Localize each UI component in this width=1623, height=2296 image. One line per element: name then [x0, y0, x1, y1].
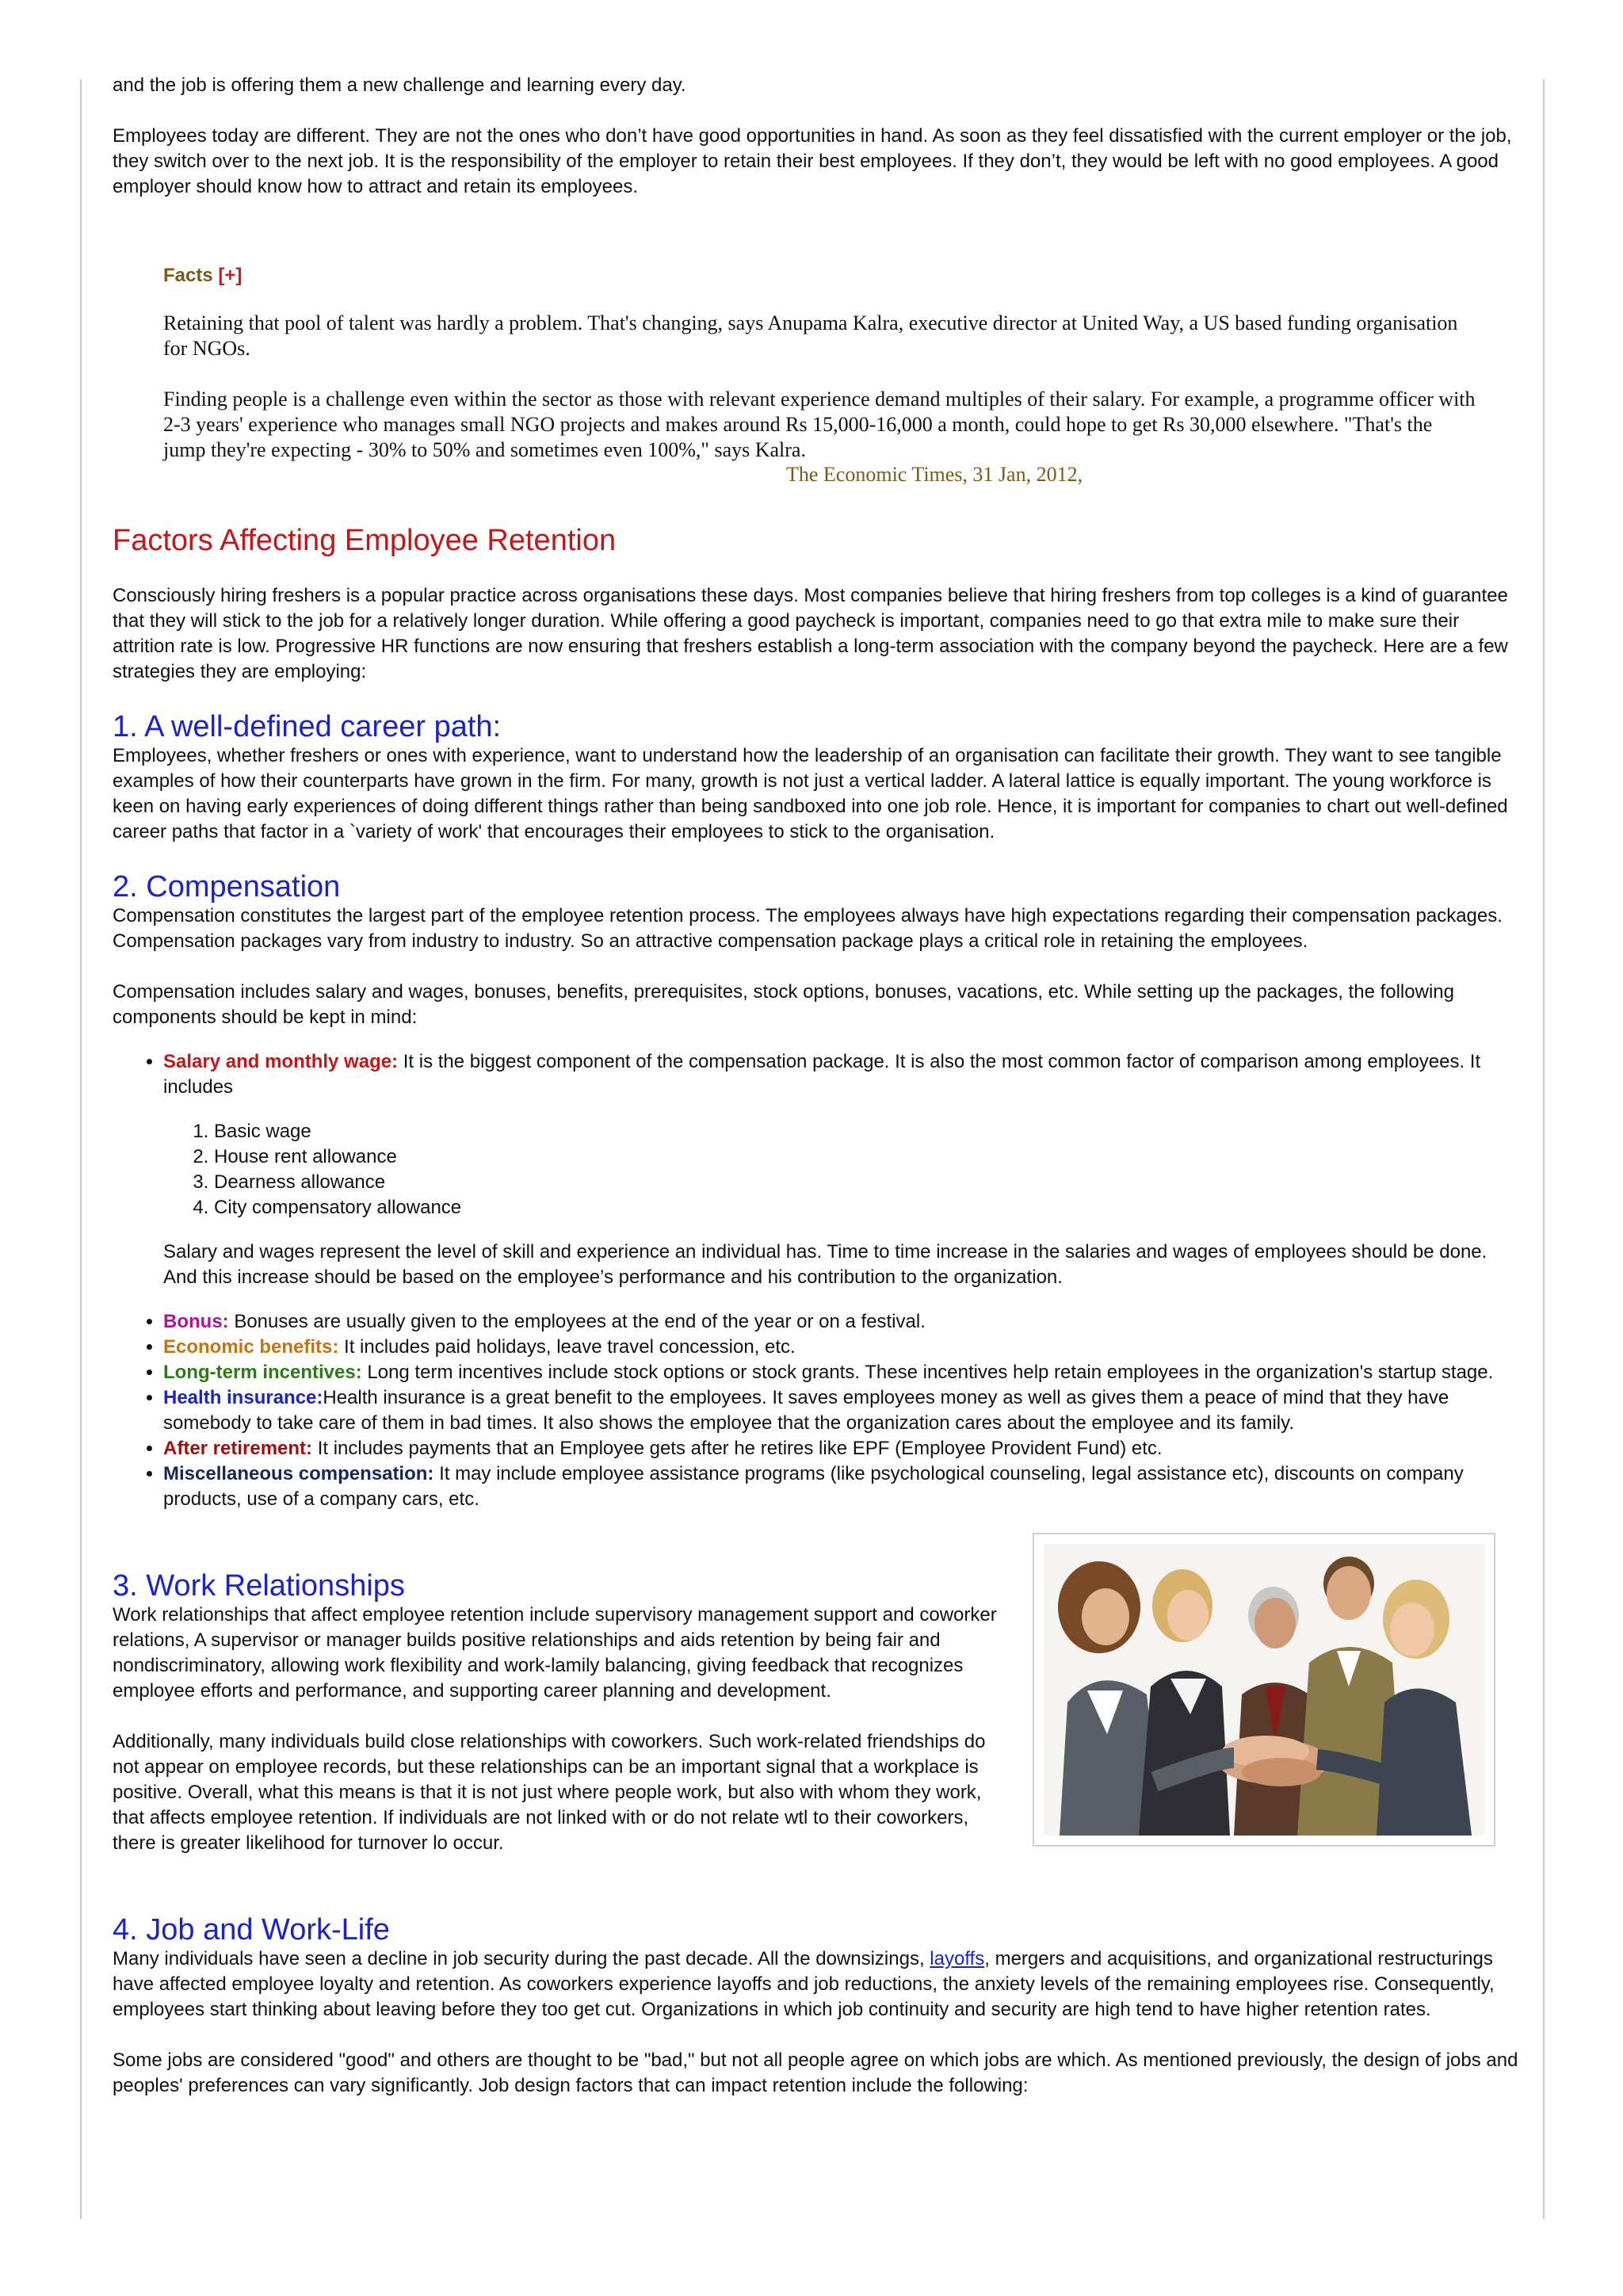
team-hands-illustration	[1044, 1544, 1484, 1836]
facts-paragraph-2: Finding people is a challenge even within the sector as those with relevant experience demand multiples of their salary. For example, a programme officer with 2-3 years' experience who manages small NGO projects and makes around Rs 15,000-16,000 a month, could hope to get Rs 30,000 elsewhere. "That's the jump they're expecting - 30% to 50% and sometimes even 100%," says Kalra.	[163, 388, 1476, 461]
list-item: 4. City compensatory allowance	[214, 1195, 1519, 1221]
facts-box	[163, 263, 1479, 487]
job-work-life-heading: 4. Job and Work-Life	[113, 1913, 390, 1946]
facts-paragraph-1: Retaining that pool of talent was hardly a problem. That's changing, says Anupama Kalra, executive director at United Way, a US based funding organisation for NGOs.	[163, 311, 1458, 360]
compensation-paragraph-2: Compensation includes salary and wages, bonuses, benefits, prerequisites, stock options, bonuses, vacations, etc. While setting up the packages, the following components should be kept in mind:	[113, 981, 1454, 1028]
after-retirement-label: After retirement:	[163, 1438, 313, 1459]
work-relationships-paragraph-1: Work relationships that affect employee retention include supervisory management support and coworker relations, A supervisor or manager builds positive relationships and aids retention by being fair and nondiscriminatory, allowing work flexibility and work-lamily balancing, giving feedback that recognizes employee efforts and performance, and supporting career planning and development.	[113, 1604, 997, 1702]
economic-benefits-text: It includes paid holidays, leave travel concession, etc.	[338, 1336, 796, 1358]
salary-text: It is the biggest component of the compensation package. It is also the most common factor of comparison among employees. It includes	[163, 1051, 1481, 1098]
team-photo-image	[1044, 1544, 1484, 1836]
bonus-label: Bonus:	[163, 1311, 229, 1332]
facts-label: Facts	[163, 265, 213, 286]
list-item: 3. Dearness allowance	[214, 1170, 1519, 1195]
factors-paragraph: Consciously hiring freshers is a popular practice across organisations these days. Most companies believe that hiring freshers from top colleges is a kind of guarantee that they will stick to the job for a relatively longer duration. While offering a good paycheck is important, companies need to go that extra mile to make sure their attrition rate is low. Progressive HR functions are now ensuring that freshers establish a long-term association with the company beyond the paycheck. Here are a few strategies they are employing:	[113, 585, 1508, 682]
long-term-incentives-label: Long-term incentives:	[163, 1362, 362, 1383]
work-relationships-heading: 3. Work Relationships	[113, 1569, 405, 1603]
list-item-miscellaneous	[163, 1461, 1519, 1512]
intro-paragraph-2: Employees today are different. They are not the ones who don’t have good opportunities in hand. As soon as they feel dissatisfied with the current employer or the job, they switch over to the next job. It is the responsibility of the employer to retain their best employees. If they don’t, they would be left with no good employees. A good employer should know how to attract and retain its employees.	[113, 125, 1512, 197]
factors-heading: Factors Affecting Employee Retention	[113, 524, 617, 557]
list-item-after-retirement	[163, 1436, 1519, 1461]
work-relationships-paragraph-2: Additionally, many individuals build close relationships with coworkers. Such work-related friendships do not appear on employee records, but these relationships can be an important signal that a workplace is positive. Overall, what this means is that it is not just where people work, but also with whom they work, that affects employee retention. If individuals are not linked with or do not relate wtl to their coworkers, there is greater likelihood for turnover lo occur.	[113, 1731, 986, 1854]
job-work-life-paragraph-1	[113, 1946, 1519, 2023]
list-item-economic-benefits	[163, 1335, 1519, 1360]
job-work-life-paragraph-2: Some jobs are considered "good" and others are thought to be "bad," but not all people agree on which jobs are which. As mentioned previously, the design of jobs and peoples' preferences can vary significantly. Job design factors that can impact retention include the following:	[113, 2050, 1518, 2096]
salary-note: Salary and wages represent the level of skill and experience an individual has. Time to time increase in the salaries and wages of employees should be done. And this increase should be based on the employee’s performance and his contribution to the organization.	[163, 1241, 1487, 1288]
after-retirement-text: It includes payments that an Employee gets after he retires like EPF (Employee Provident Fund) etc.	[312, 1438, 1163, 1459]
health-insurance-text: Health insurance is a great benefit to the employees. It saves employees money as well as gives them a peace of mind that they have somebody to take care of them in bad times. It also shows the employee that the organization cares about the employee and its family.	[163, 1387, 1449, 1434]
facts-source: The Economic Times, 31 Jan, 2012,	[786, 463, 1083, 486]
compensation-heading: 2. Compensation	[113, 870, 341, 904]
article-content	[113, 73, 1519, 2124]
economic-benefits-label: Economic benefits:	[163, 1336, 339, 1358]
right-border	[1543, 79, 1545, 2219]
career-path-heading: 1. A well-defined career path:	[113, 710, 502, 743]
career-path-paragraph: Employees, whether freshers or ones with experience, want to understand how the leadership of an organisation can facilitate their growth. They want to see tangible examples of how their counterparts have grown in the firm. For many, growth is not just a vertical ladder. A lateral lattice is equally important. The young workforce is keen on having early experiences of doing different things rather than being sandboxed into one job role. Hence, it is important for companies to chart out well-defined career paths that factor in a `variety of work' that encourages their employees to stick to the organisation.	[113, 745, 1508, 842]
list-item-bonus	[163, 1309, 1519, 1335]
career-path-section	[113, 743, 1519, 845]
health-insurance-label: Health insurance:	[163, 1387, 323, 1408]
list-item-health-insurance	[163, 1385, 1519, 1436]
list-item: 1. Basic wage	[214, 1119, 1519, 1144]
wage-components-list	[163, 1119, 1519, 1221]
list-item-long-term-incentives	[163, 1360, 1519, 1385]
facts-header	[163, 263, 1479, 288]
team-photo	[1033, 1533, 1495, 1847]
compensation-section	[113, 904, 1519, 1512]
work-relationships-text	[113, 1569, 1016, 1856]
bonus-text: Bonuses are usually given to the employees at the end of the year or on a festival.	[228, 1311, 926, 1332]
work-relationships-section	[113, 1569, 1519, 1856]
compensation-components-list	[113, 1049, 1519, 1512]
left-border	[80, 79, 82, 2219]
job-paragraph-text-after: , mergers and acquisitions, and organizational restructurings have affected employee loyalty and retention. As coworkers experience layoffs and job reductions, the anxiety levels of the remaining employees rise. Consequently, employees start thinking about leaving before they too get cut. Organizations in which job continuity and security are high tend to have higher retention rates.	[113, 1948, 1495, 2020]
facts-expand-toggle[interactable]: [+]	[218, 265, 242, 286]
miscellaneous-label: Miscellaneous compensation:	[163, 1463, 434, 1484]
layoffs-link[interactable]: layoffs	[930, 1948, 985, 1969]
miscellaneous-text: It may include employee assistance programs (like psychological counseling, legal assistance etc), discounts on company products, use of a company cars, etc.	[163, 1463, 1464, 1510]
list-item-salary	[163, 1049, 1519, 1290]
long-term-incentives-text: Long term incentives include stock options or stock grants. These incentives help retain employees in the organization's startup stage.	[361, 1362, 1494, 1383]
compensation-paragraph-1: Compensation constitutes the largest part of the employee retention process. The employees always have high expectations regarding their compensation packages. Compensation packages vary from industry to industry. So an attractive compensation package plays a critical role in retaining the employees.	[113, 905, 1503, 952]
salary-label: Salary and monthly wage:	[163, 1051, 399, 1072]
job-work-life-section	[113, 1913, 1519, 2099]
intro-paragraph-1: and the job is offering them a new challenge and learning every day.	[113, 74, 686, 96]
job-paragraph-text-before: Many individuals have seen a decline in job security during the past decade. All the downsizings,	[113, 1948, 930, 1969]
list-item: 2. House rent allowance	[214, 1144, 1519, 1170]
